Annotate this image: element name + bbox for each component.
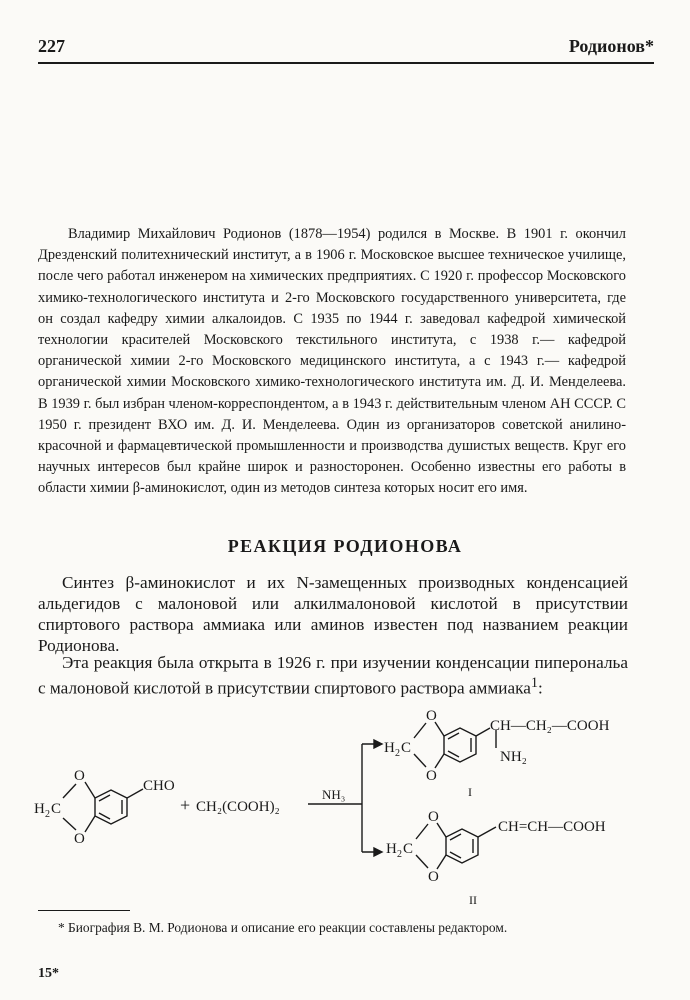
product-2-chain: CH=CH—COOH	[498, 819, 606, 835]
h2-subscript: 2	[397, 849, 402, 860]
reaction-text-body: Эта реакция была открыта в 1926 г. при изучении конденсации пиперональа с малоновой кислотой в присутствии спиртового раствора аммиака	[38, 653, 628, 698]
carbon-label: C	[401, 740, 412, 756]
footnote	[38, 918, 628, 938]
carbon-label: C	[403, 841, 414, 857]
arrowhead	[374, 848, 382, 856]
substituent-bond	[476, 728, 490, 736]
section-title: РЕАКЦИЯ РОДИОНОВА	[227, 536, 463, 556]
header-rule	[38, 62, 654, 64]
h2-label: H	[386, 841, 397, 857]
page-header	[38, 36, 654, 60]
amino-group: NH₂	[500, 749, 527, 765]
ring-bond	[437, 823, 446, 837]
ring-bond	[85, 816, 95, 832]
aldehyde-group: CHO	[143, 778, 175, 794]
h2-label: H	[34, 801, 45, 817]
product-1-chain: CH—CH₂—COOH	[490, 718, 610, 734]
footnote-text: * Биография В. М. Родионова и описание его реакции составлены редактором.	[58, 920, 508, 935]
oxygen-label: O	[426, 708, 437, 724]
reaction-text: Эта реакция была открыта в 1926 г. при изучении конденсации пиперональа с малоновой кислотой в присутствии спиртового раствора аммиака$^1$:	[38, 653, 628, 698]
page-number: 227	[38, 36, 65, 56]
h2-label: H	[384, 740, 395, 756]
reaction-scheme	[30, 700, 640, 910]
footnote-marker: 1	[530, 675, 539, 691]
running-title: Родионов*	[568, 36, 654, 56]
h2-subscript: 2	[395, 748, 400, 759]
biography-paragraph	[38, 224, 626, 500]
plus-sign: +	[180, 795, 191, 815]
malonic-acid: CH₂(COOH)₂	[196, 799, 280, 815]
product-2-number: II	[469, 893, 477, 907]
product-1-number: I	[468, 785, 472, 799]
ring-bond	[63, 818, 76, 830]
intro-text: Синтез β-аминокислот и их N-замещенных производных конденсацией альдегидов с малоновой или алкилмалоновой кислотой в присутствии спиртового раствора аммиака или аминов известен под названием реакции Родионова.	[38, 573, 628, 655]
carbon-label: C	[51, 801, 62, 817]
oxygen-label: O	[74, 831, 85, 847]
ring-bond	[435, 754, 444, 768]
ring-bond	[416, 824, 428, 839]
ring-bond	[416, 855, 428, 868]
piperonal-structure	[34, 768, 175, 847]
reagent-label: NH₃	[322, 787, 346, 802]
ring-bond	[85, 782, 95, 798]
arrowhead	[374, 740, 382, 748]
reaction-paragraph	[38, 652, 628, 699]
product-2-structure	[386, 809, 606, 907]
ring-bond	[414, 723, 426, 738]
product-1-structure	[384, 708, 610, 799]
oxygen-label: O	[428, 809, 439, 825]
ring-bond	[437, 855, 446, 869]
h2-subscript: 2	[45, 809, 50, 820]
oxygen-label: O	[428, 869, 439, 885]
ring-bond	[63, 784, 76, 798]
substituent-bond	[127, 789, 143, 798]
oxygen-label: O	[74, 768, 85, 784]
oxygen-label: O	[426, 768, 437, 784]
intro-paragraph	[38, 572, 628, 656]
ring-bond	[414, 754, 426, 767]
biography-text: Владимир Михайлович Родионов (1878—1954) родился в Москве. В 1901 г. окончил Дрезденский политехнический институт, а в 1906 г. Московское высшее техническое училище, после чего работал инженером на химических предприятиях. С 1920 г. профессор Московского химико-технологического института и 2-го Московского государственного университета, где он создал кафедру химии алкалоидов. С 1935 по 1944 г. заведовал кафедрой химической технологии красителей Московского текстильного института, с 1938 г.— кафедрой органической химии 2-го Московского медицинского института, а с 1943 г.— кафедрой органической химии Московского химико-технологического института им. Д. И. Менделеева. В 1939 г. был избран членом-корреспондентом, а в 1943 г. действительным членом АН СССР. С 1950 г. президент ВХО им. Д. И. Менделеева. Один из организаторов советской анилино-красочной и фармацевтической промышленности и производства душистых веществ. Круг его научных интересов был крайне широк и разносторонен. Особенно известны его работы в области химии β-аминокислот, один из методов синтеза которых носит его имя.	[38, 226, 626, 497]
substituent-bond	[478, 827, 496, 837]
signature-mark: 15*	[38, 966, 59, 981]
footnote-rule	[38, 910, 130, 911]
ring-bond	[435, 722, 444, 736]
